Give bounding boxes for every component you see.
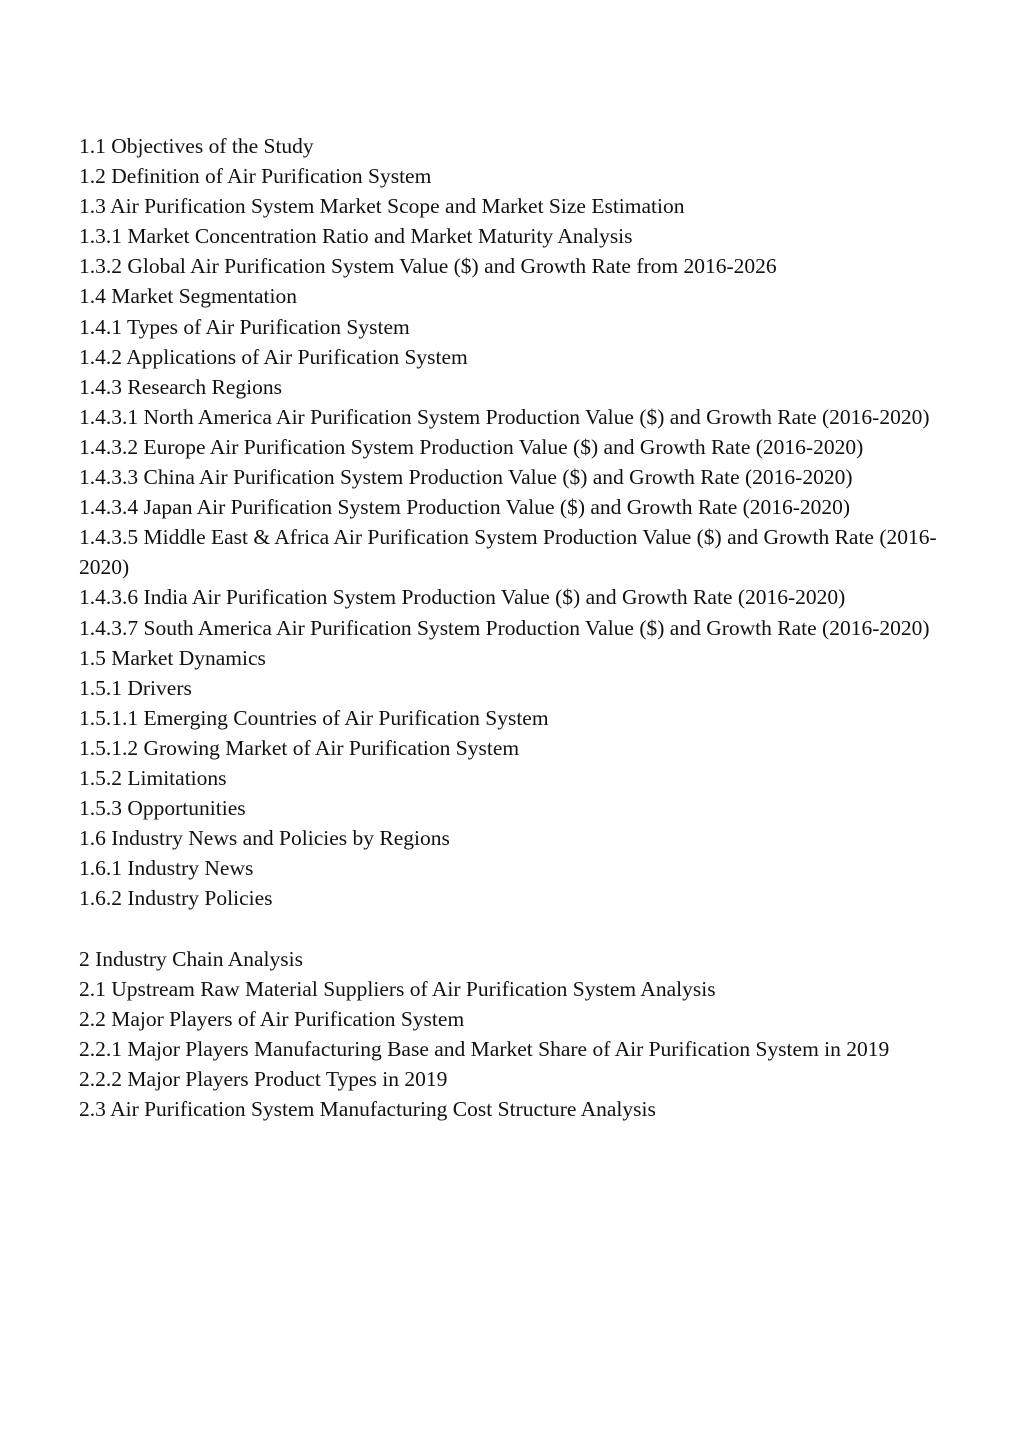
toc-entry: 2.2.2 Major Players Product Types in 2019 [79, 1066, 448, 1091]
toc-entry: 1.4.3.2 Europe Air Purification System Production Value ($) and Growth Rate (2016-2020) [79, 434, 864, 459]
toc-entry: 1.4.3.7 South America Air Purification System Production Value ($) and Growth Rate (2016-2020) [79, 615, 930, 640]
toc-entry: 1.4.3.1 North America Air Purification System Production Value ($) and Growth Rate (2016-2020) [79, 404, 930, 429]
toc-entry: 1.5.2 Limitations [79, 765, 227, 790]
toc-entry: 2.1 Upstream Raw Material Suppliers of Air Purification System Analysis [79, 976, 716, 1001]
toc-entry: 1.4.3.6 India Air Purification System Production Value ($) and Growth Rate (2016-2020) [79, 585, 846, 610]
toc-entry: 1.5.1.2 Growing Market of Air Purification System [79, 735, 520, 760]
toc-entry: 1.3 Air Purification System Market Scope and Market Size Estimation [79, 194, 685, 219]
toc-entry: 1.4.3.5 Middle East & Africa Air Purification System Production Value ($) and Growth Rate (2016-2020) [79, 525, 937, 580]
toc-entry: 1.4.3.3 China Air Purification System Production Value ($) and Growth Rate (2016-2020) [79, 465, 853, 490]
toc-entry: 1.5.3 Opportunities [79, 796, 246, 821]
toc-entry: 1.4.2 Applications of Air Purification System [79, 344, 468, 369]
toc-entry: 1.6.1 Industry News [79, 856, 254, 881]
toc-section-2 [79, 944, 949, 1125]
toc-entry: 1.6 Industry News and Policies by Regions [79, 826, 450, 851]
toc-entry: 1.1 Objectives of the Study [79, 134, 314, 158]
section-spacer [79, 913, 949, 943]
toc-entry: 1.5.1 Drivers [79, 675, 192, 700]
toc-entry: 1.4.1 Types of Air Purification System [79, 314, 410, 339]
toc-entry: 1.4.3.4 Japan Air Purification System Production Value ($) and Growth Rate (2016-2020) [79, 495, 851, 520]
toc-entry: 1.3.2 Global Air Purification System Value ($) and Growth Rate from 2016-2026 [79, 254, 777, 279]
toc-entry: 1.5.1.1 Emerging Countries of Air Purification System [79, 705, 549, 730]
toc-entry: 1.5 Market Dynamics [79, 645, 266, 670]
toc-entry: 2 Industry Chain Analysis [79, 946, 303, 971]
toc-entry: 1.6.2 Industry Policies [79, 886, 273, 911]
toc-page [79, 131, 949, 1124]
toc-entry: 1.3.1 Market Concentration Ratio and Market Maturity Analysis [79, 224, 633, 249]
toc-entry: 1.4.3 Research Regions [79, 374, 283, 399]
toc-entry: 1.4 Market Segmentation [79, 284, 297, 309]
toc-entry: 1.2 Definition of Air Purification System [79, 164, 432, 189]
toc-entry: 2.2.1 Major Players Manufacturing Base and Market Share of Air Purification System in 2019 [79, 1036, 890, 1061]
toc-entry: 2.3 Air Purification System Manufacturing Cost Structure Analysis [79, 1097, 656, 1121]
toc-entry: 2.2 Major Players of Air Purification System [79, 1006, 465, 1031]
toc-section-1 [79, 131, 949, 913]
